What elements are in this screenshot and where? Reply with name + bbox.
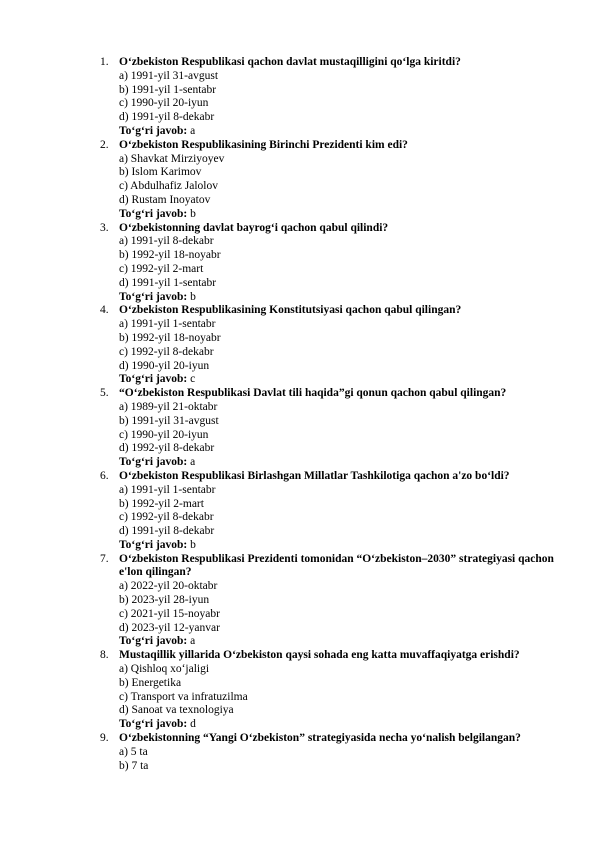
correct-answer-value: a bbox=[190, 124, 196, 137]
correct-answer-value: d bbox=[190, 718, 196, 731]
answer-option: b) 1992-yil 2-mart bbox=[119, 497, 204, 510]
correct-answer-label: To‘g‘ri javob: bbox=[119, 456, 188, 469]
question-number: 7. bbox=[100, 552, 109, 565]
answer-option: a) 1991-yil 1-sentabr bbox=[119, 483, 216, 496]
question-number: 1. bbox=[100, 56, 109, 68]
question-text: O‘zbekiston Respublikasi qachon davlat mustaqilligini qo‘lga kiritdi? bbox=[119, 56, 461, 68]
question-text: O‘zbekiston Respublikasining Birinchi Prezidenti kim edi? bbox=[119, 138, 408, 151]
answer-option: d) Rustam Inoyatov bbox=[119, 193, 211, 206]
answer-option: c) 1992-yil 8-dekabr bbox=[119, 345, 214, 358]
correct-answer-label: To‘g‘ri javob: bbox=[119, 290, 188, 303]
question-number: 2. bbox=[100, 138, 109, 151]
correct-answer-label: To‘g‘ri javob: bbox=[119, 207, 188, 220]
answer-option: c) Abdulhafiz Jalolov bbox=[119, 180, 219, 193]
question-item bbox=[100, 732, 570, 773]
answer-option: a) 5 ta bbox=[119, 745, 148, 758]
answer-option: b) Energetika bbox=[119, 676, 182, 689]
question-item bbox=[100, 304, 570, 387]
answer-option: c) Transport va infratuzilma bbox=[119, 690, 248, 703]
correct-answer-line bbox=[119, 539, 570, 553]
answer-option: d) 1991-yil 8-dekabr bbox=[119, 111, 215, 124]
correct-answer-value: b bbox=[190, 538, 196, 551]
question-text: O‘zbekiston Respublikasi Birlashgan Millatlar Tashkilotiga qachon a'zo bo‘ldi? bbox=[119, 469, 510, 482]
answer-option: d) 1991-yil 8-dekabr bbox=[119, 525, 215, 538]
question-text: “O‘zbekiston Respublikasi Davlat tili haqida”gi qonun qachon qabul qilingan? bbox=[119, 387, 507, 400]
question-text: O‘zbekiston Respublikasi Prezidenti tomonidan “O‘zbekiston–2030” strategiyasi qachon e'lon qilingan? bbox=[119, 552, 554, 579]
question-text: O‘zbekiston Respublikasining Konstitutsiyasi qachon qabul qilingan? bbox=[119, 304, 462, 317]
correct-answer-label: To‘g‘ri javob: bbox=[119, 635, 188, 648]
question-item bbox=[100, 553, 570, 650]
answer-option: b) 1992-yil 18-noyabr bbox=[119, 331, 221, 344]
question-number: 9. bbox=[100, 732, 109, 745]
answer-option: c) 1990-yil 20-iyun bbox=[119, 428, 209, 441]
correct-answer-line bbox=[119, 718, 570, 732]
answer-option: d) 2023-yil 12-yanvar bbox=[119, 621, 220, 634]
question-text: O‘zbekistonning davlat bayrog‘i qachon qabul qilindi? bbox=[119, 221, 389, 234]
correct-answer-value: c bbox=[190, 373, 196, 386]
correct-answer-value: a bbox=[190, 456, 196, 469]
question-text: O‘zbekistonning “Yangi O‘zbekiston” strategiyasida necha yo‘nalish belgilangan? bbox=[119, 732, 521, 745]
question-item bbox=[100, 649, 570, 732]
answer-option: a) 1991-yil 31-avgust bbox=[119, 69, 219, 82]
answer-option: b) 2023-yil 28-iyun bbox=[119, 594, 210, 607]
answer-option: c) 2021-yil 15-noyabr bbox=[119, 607, 220, 620]
correct-answer-value: a bbox=[190, 635, 196, 648]
question-number: 8. bbox=[100, 649, 109, 662]
question-text: Mustaqillik yillarida O‘zbekiston qaysi sohada eng katta muvaffaqiyatga erishdi? bbox=[119, 649, 520, 662]
answer-option: c) 1992-yil 8-dekabr bbox=[119, 511, 214, 524]
question-list bbox=[100, 56, 570, 773]
question-item bbox=[100, 222, 570, 305]
answer-option: a) 2022-yil 20-oktabr bbox=[119, 580, 218, 593]
answer-option: b) 7 ta bbox=[119, 759, 149, 772]
answer-option: b) Islom Karimov bbox=[119, 166, 202, 179]
question-number: 5. bbox=[100, 387, 109, 400]
question-item bbox=[100, 56, 570, 139]
answer-option: c) 1990-yil 20-iyun bbox=[119, 97, 209, 110]
answer-option: d) 1990-yil 20-iyun bbox=[119, 359, 210, 372]
correct-answer-line bbox=[119, 125, 570, 139]
correct-answer-line bbox=[119, 208, 570, 222]
correct-answer-label: To‘g‘ri javob: bbox=[119, 373, 188, 386]
correct-answer-line bbox=[119, 635, 570, 649]
correct-answer-value: b bbox=[190, 290, 196, 303]
question-number: 6. bbox=[100, 469, 109, 482]
answer-option: a) 1991-yil 1-sentabr bbox=[119, 318, 216, 331]
correct-answer-line bbox=[119, 373, 570, 387]
answer-option: a) Shavkat Mirziyoyev bbox=[119, 152, 225, 165]
correct-answer-label: To‘g‘ri javob: bbox=[119, 718, 188, 731]
answer-option: b) 1991-yil 1-sentabr bbox=[119, 83, 217, 96]
question-number: 3. bbox=[100, 221, 109, 234]
correct-answer-value: b bbox=[190, 207, 196, 220]
question-number: 4. bbox=[100, 304, 109, 317]
answer-option: c) 1992-yil 2-mart bbox=[119, 262, 204, 275]
correct-answer-label: To‘g‘ri javob: bbox=[119, 538, 188, 551]
question-item bbox=[100, 387, 570, 470]
correct-answer-label: To‘g‘ri javob: bbox=[119, 124, 188, 137]
question-item bbox=[100, 139, 570, 222]
correct-answer-line bbox=[119, 456, 570, 470]
answer-option: d) Sanoat va texnologiya bbox=[119, 704, 234, 717]
answer-option: b) 1991-yil 31-avgust bbox=[119, 414, 219, 427]
answer-option: b) 1992-yil 18-noyabr bbox=[119, 249, 221, 262]
correct-answer-line bbox=[119, 291, 570, 305]
answer-option: a) 1989-yil 21-oktabr bbox=[119, 400, 218, 413]
answer-option: d) 1992-yil 8-dekabr bbox=[119, 442, 215, 455]
question-item bbox=[100, 470, 570, 553]
answer-option: d) 1991-yil 1-sentabr bbox=[119, 276, 217, 289]
answer-option: a) 1991-yil 8-dekabr bbox=[119, 235, 214, 248]
answer-option: a) Qishloq xo‘jaligi bbox=[119, 663, 210, 676]
